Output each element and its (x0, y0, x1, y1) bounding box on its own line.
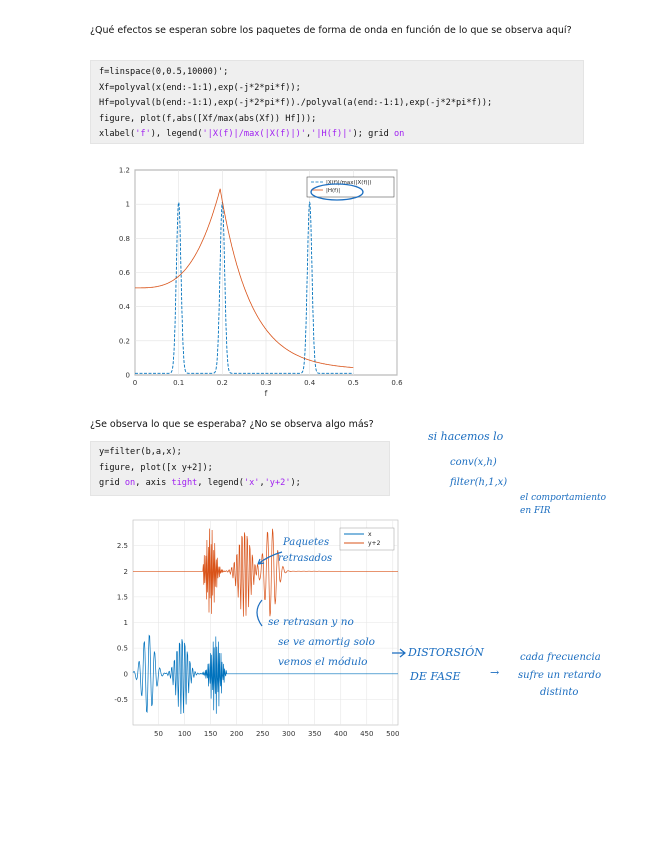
code-block-2 (90, 441, 390, 496)
svg-text:→: → (490, 666, 500, 679)
svg-text:cada frecuencia: cada frecuencia (520, 652, 601, 663)
legend-label: y+2 (368, 540, 381, 547)
x-tick-label: 450 (360, 730, 374, 738)
y-tick-label: 1.2 (118, 166, 130, 175)
note-top-right (428, 430, 607, 516)
x-tick-label: 200 (229, 730, 244, 738)
x-tick-label: 50 (154, 730, 163, 738)
x-tick-label: 300 (281, 730, 296, 738)
code1-line2: Xf=polyval(x(end:-1:1),exp(-j*2*pi*f)); (99, 82, 301, 93)
y-tick-label: 0 (125, 371, 130, 380)
x-tick-label: 0.6 (391, 379, 403, 387)
code2-line1: y=filter(b,a,x); (99, 447, 182, 457)
code1-line5: xlabel('f'), legend('|X(f)|/max(|X(f)|)','|H(f)|'); grid on (99, 129, 405, 139)
x-tick-label: 250 (255, 730, 270, 738)
y-tick-label: 1 (125, 200, 130, 209)
y-tick-label: 0.2 (118, 337, 130, 346)
x-tick-label: 0 (132, 379, 138, 387)
note-bottom (392, 645, 601, 698)
svg-text:sufre un retardo: sufre un retardo (518, 670, 602, 681)
x-tick-label: 0.5 (347, 379, 359, 387)
svg-text:DE FASE: DE FASE (410, 670, 461, 683)
svg-text:el comportamiento: el comportamiento (520, 493, 607, 503)
x-axis-label: f (264, 389, 268, 398)
y-tick-label: 0.6 (118, 269, 130, 277)
y-tick-label: 0.8 (118, 234, 130, 243)
x-tick-label: 100 (177, 730, 192, 738)
legend-box-2 (340, 528, 394, 550)
time-signal-chart (100, 515, 410, 750)
svg-text:vemos el módulo: vemos el módulo (278, 656, 368, 668)
legend-label: |X(f)|/max(|X(f)|) (326, 180, 372, 186)
y-tick-label: 0.5 (116, 644, 128, 653)
svg-text:se retrasan y no: se retrasan y no (268, 616, 354, 628)
question-2: ¿Se observa lo que se esperaba? ¿No se observa algo más? (90, 419, 374, 430)
y-tick-label: 0 (123, 670, 128, 679)
y-tick-label: 2 (123, 567, 128, 576)
y-tick-label: 1.5 (116, 593, 128, 602)
x-tick-label: 500 (386, 730, 400, 738)
x-tick-label: 0.2 (216, 379, 228, 387)
svg-text:filter(h,1,x): filter(h,1,x) (450, 477, 508, 488)
legend-label: |H(f)| (326, 188, 341, 194)
svg-text:conv(x,h): conv(x,h) (450, 457, 497, 468)
x-tick-label: 350 (308, 730, 322, 738)
svg-text:se ve amortig solo: se ve amortig solo (278, 636, 376, 648)
svg-text:Paquetes: Paquetes (283, 537, 330, 548)
x-tick-label: 0.4 (304, 379, 316, 387)
svg-text:en FIR: en FIR (520, 506, 551, 516)
frequency-response-chart (100, 160, 410, 400)
code-block-1 (90, 60, 584, 144)
svg-text:si hacemos lo: si hacemos lo (428, 430, 504, 443)
question-1: ¿Qué efectos se esperan sobre los paquetes de forma de onda en función de lo que se observa aquí? (90, 25, 572, 36)
x-tick-label: 0.1 (173, 379, 185, 387)
svg-text:distinto: distinto (540, 687, 579, 698)
code1-line4: figure, plot(f,abs([Xf/max(abs(Xf)) Hf])); (99, 113, 317, 124)
svg-text:retrasados: retrasados (278, 553, 333, 564)
y-tick-label: -0.5 (114, 695, 128, 704)
code2-line3: grid on, axis tight, legend('x','y+2'); (99, 478, 301, 488)
legend-label: x (368, 531, 372, 538)
svg-text:DISTORSIÓN: DISTORSIÓN (408, 646, 484, 659)
code2-line2: figure, plot([x y+2]); (99, 462, 213, 473)
y-tick-label: 2.5 (116, 542, 128, 551)
y-tick-label: 1 (123, 619, 128, 627)
x-tick-label: 0.3 (260, 379, 272, 387)
y-tick-label: 0.4 (118, 303, 130, 312)
code1-line1: f=linspace(0,0.5,10000)'; (99, 67, 229, 77)
code1-line3: Hf=polyval(b(end:-1:1),exp(-j*2*pi*f))./polyval(a(end:-1:1),exp(-j*2*pi*f)); (99, 98, 493, 108)
x-tick-label: 150 (203, 730, 218, 738)
x-tick-label: 400 (334, 730, 348, 738)
